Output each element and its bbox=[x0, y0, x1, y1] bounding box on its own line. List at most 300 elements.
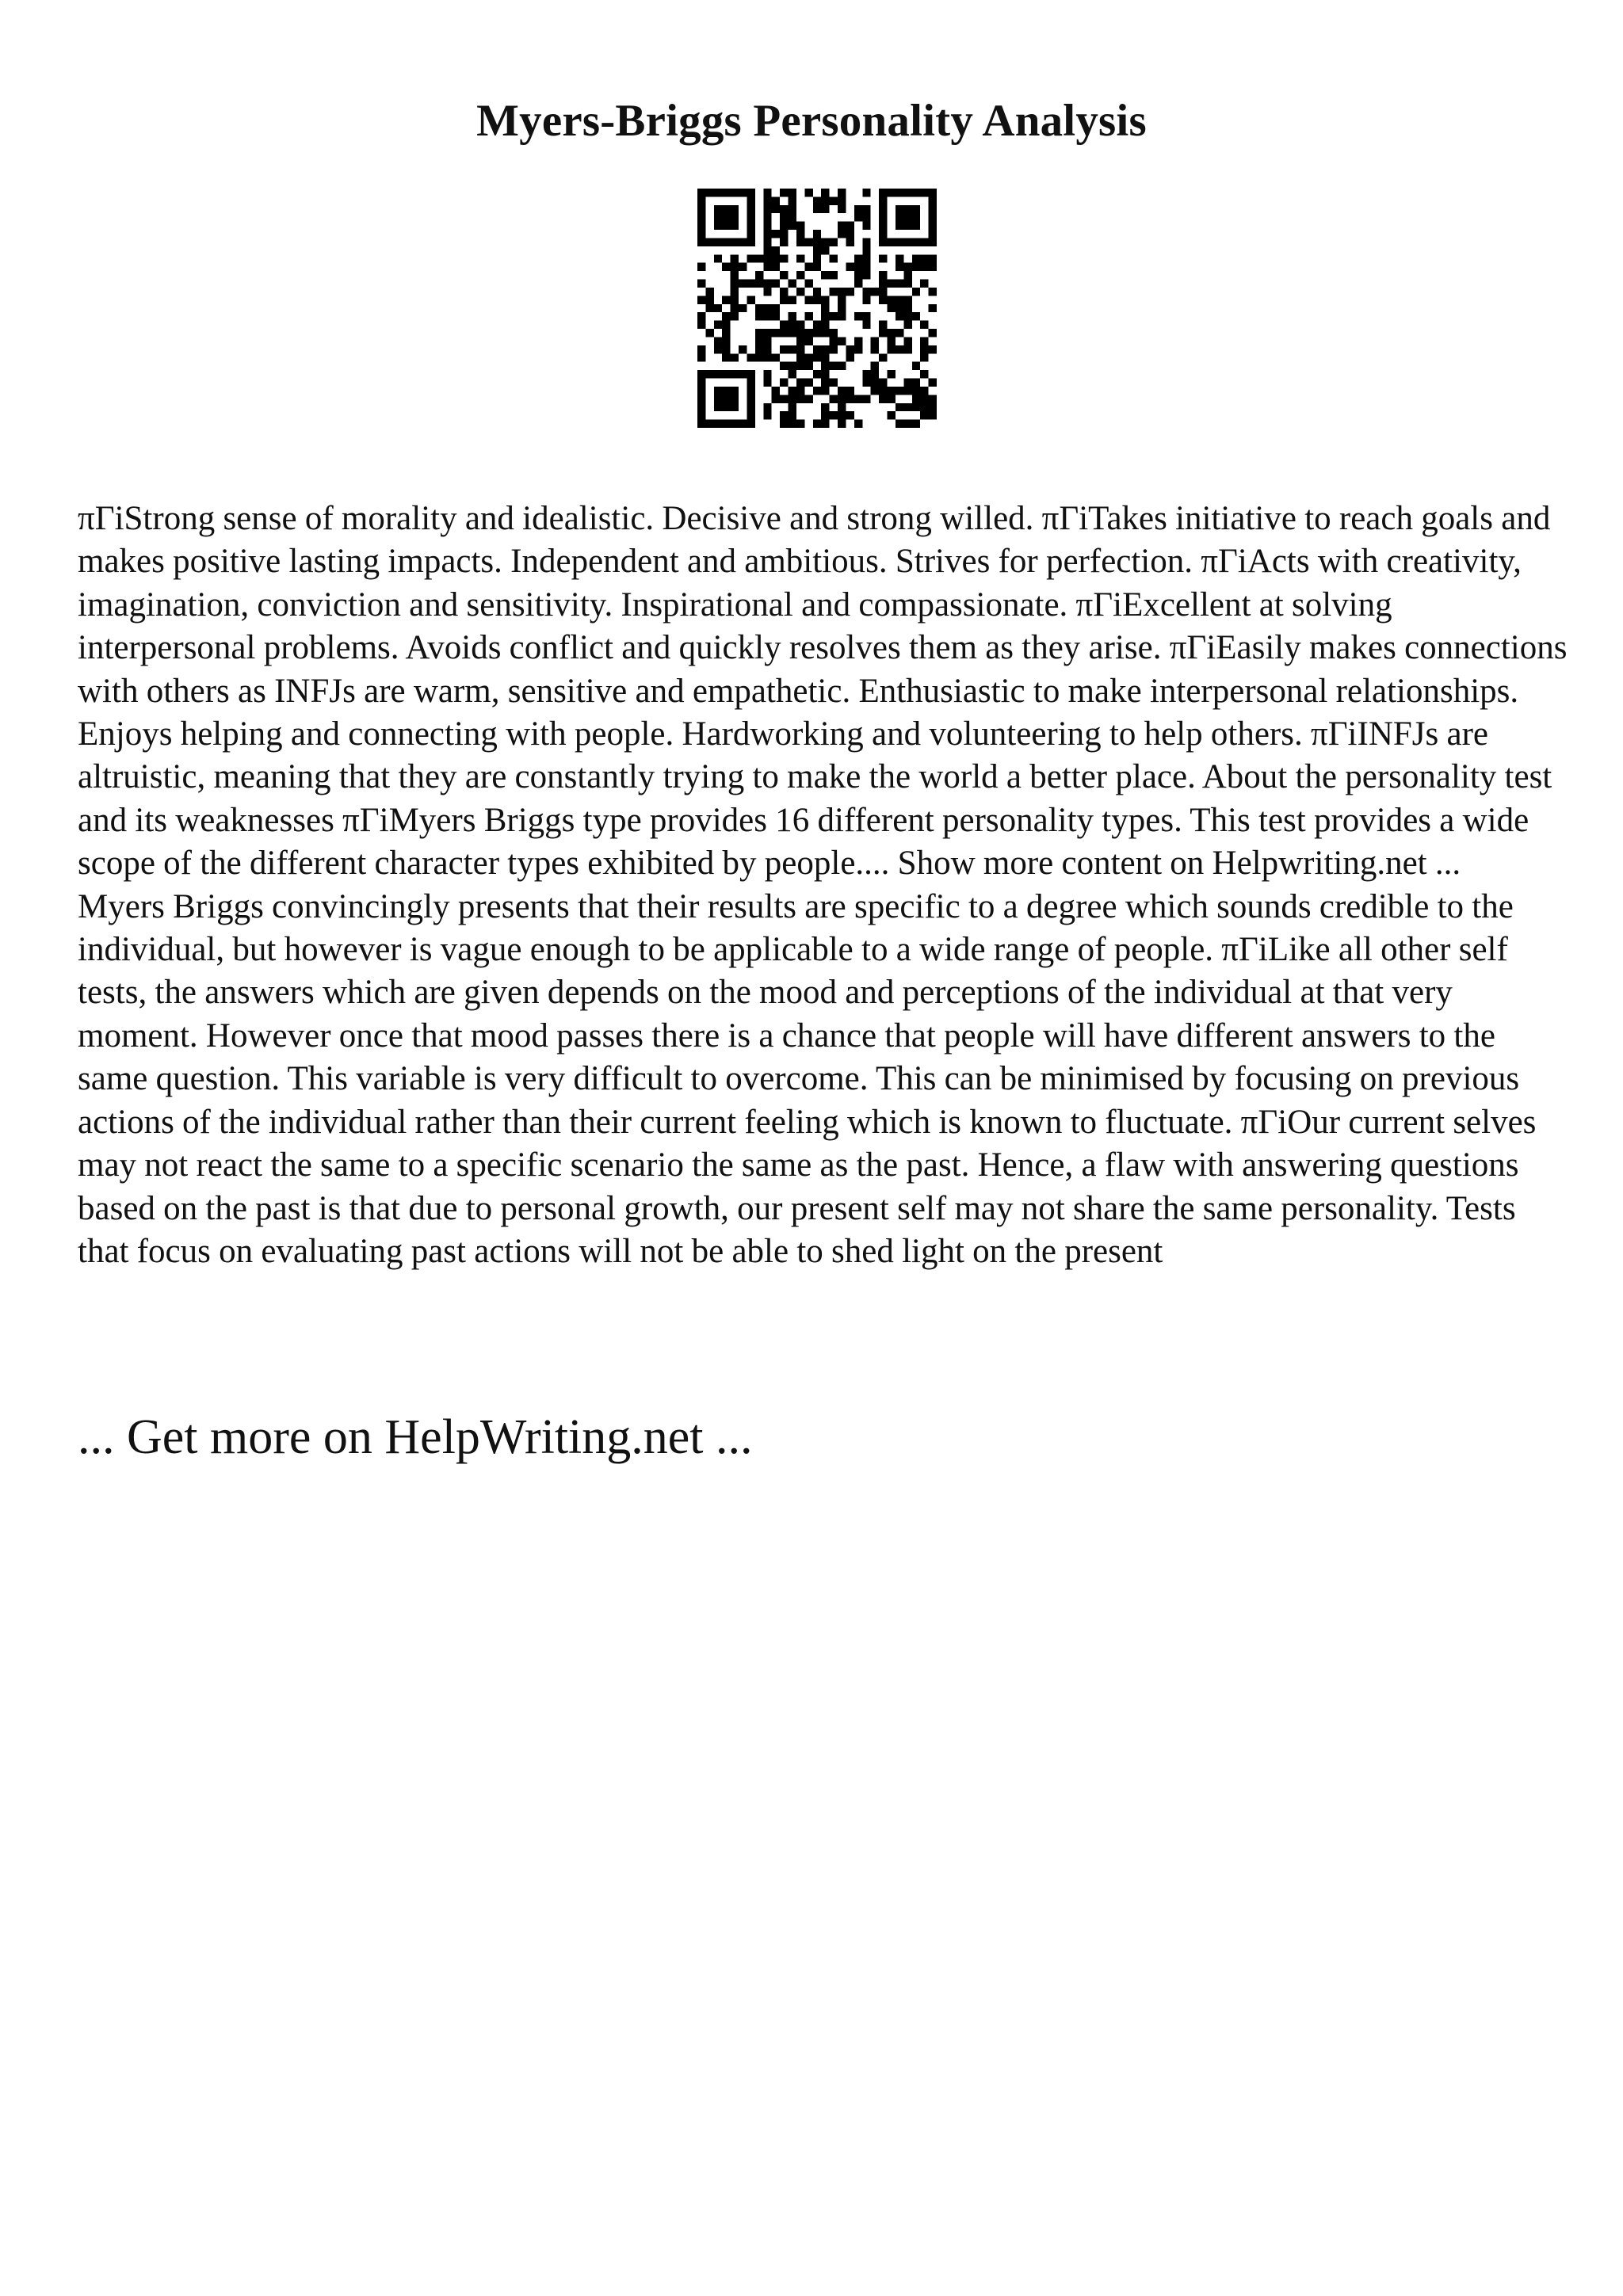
qr-module bbox=[903, 403, 911, 411]
qr-module bbox=[854, 345, 862, 353]
qr-module bbox=[912, 213, 920, 221]
qr-module bbox=[830, 288, 838, 296]
qr-module bbox=[722, 263, 730, 271]
qr-module bbox=[920, 411, 928, 419]
qr-module bbox=[821, 379, 829, 387]
qr-module bbox=[731, 370, 739, 378]
qr-module bbox=[739, 304, 747, 312]
qr-module bbox=[763, 312, 771, 320]
qr-module bbox=[871, 345, 879, 353]
qr-module bbox=[780, 420, 788, 428]
qr-module bbox=[929, 403, 937, 411]
qr-module bbox=[731, 254, 739, 262]
qr-module bbox=[903, 337, 911, 345]
qr-module bbox=[747, 353, 754, 361]
qr-module bbox=[821, 420, 829, 428]
qr-module bbox=[714, 321, 722, 329]
qr-module bbox=[714, 304, 722, 312]
qr-module bbox=[888, 280, 896, 288]
qr-module bbox=[772, 230, 780, 238]
qr-module bbox=[929, 196, 937, 204]
qr-module bbox=[912, 379, 920, 387]
qr-module bbox=[879, 230, 887, 238]
qr-module bbox=[789, 403, 796, 411]
qr-module bbox=[796, 379, 804, 387]
qr-module bbox=[722, 395, 730, 402]
qr-module bbox=[697, 189, 705, 196]
qr-module bbox=[813, 329, 821, 337]
qr-module bbox=[739, 370, 747, 378]
qr-module bbox=[714, 205, 722, 213]
qr-module bbox=[903, 304, 911, 312]
qr-module bbox=[804, 238, 812, 246]
qr-module bbox=[796, 387, 804, 395]
qr-module bbox=[813, 296, 821, 303]
qr-module bbox=[821, 296, 829, 303]
qr-module bbox=[830, 411, 838, 419]
qr-module bbox=[763, 403, 771, 411]
qr-module bbox=[846, 222, 854, 230]
qr-module bbox=[714, 395, 722, 402]
qr-module bbox=[879, 296, 887, 303]
qr-module bbox=[830, 271, 838, 279]
qr-module bbox=[879, 271, 887, 279]
qr-module bbox=[862, 395, 870, 402]
qr-module bbox=[763, 230, 771, 238]
qr-module bbox=[804, 189, 812, 196]
qr-module bbox=[888, 189, 896, 196]
qr-module bbox=[830, 238, 838, 246]
qr-module bbox=[755, 345, 763, 353]
qr-module bbox=[896, 296, 903, 303]
qr-module bbox=[879, 196, 887, 204]
qr-module bbox=[772, 205, 780, 213]
qr-module bbox=[813, 246, 821, 254]
qr-module bbox=[697, 345, 705, 353]
qr-module bbox=[714, 189, 722, 196]
qr-module bbox=[912, 189, 920, 196]
qr-module bbox=[739, 345, 747, 353]
qr-module bbox=[838, 411, 846, 419]
qr-module bbox=[813, 230, 821, 238]
qr-module bbox=[838, 403, 846, 411]
qr-module bbox=[739, 238, 747, 246]
qr-module bbox=[804, 337, 812, 345]
qr-module bbox=[780, 411, 788, 419]
qr-module bbox=[714, 254, 722, 262]
qr-module bbox=[789, 196, 796, 204]
qr-module bbox=[854, 271, 862, 279]
qr-module bbox=[763, 222, 771, 230]
qr-module bbox=[796, 222, 804, 230]
qr-module bbox=[862, 288, 870, 296]
qr-module bbox=[846, 411, 854, 419]
qr-module bbox=[789, 296, 796, 303]
qr-module bbox=[755, 329, 763, 337]
qr-module bbox=[763, 345, 771, 353]
qr-module bbox=[772, 329, 780, 337]
qr-module bbox=[879, 254, 887, 262]
qr-module bbox=[879, 395, 887, 402]
qr-module bbox=[862, 379, 870, 387]
qr-module bbox=[780, 395, 788, 402]
qr-module bbox=[813, 288, 821, 296]
qr-module bbox=[772, 312, 780, 320]
qr-module bbox=[830, 362, 838, 370]
qr-module bbox=[804, 263, 812, 271]
qr-module bbox=[714, 403, 722, 411]
qr-module bbox=[780, 271, 788, 279]
qr-module bbox=[929, 304, 937, 312]
qr-module bbox=[838, 304, 846, 312]
qr-module bbox=[722, 213, 730, 221]
qr-module bbox=[929, 329, 937, 337]
qr-module bbox=[903, 345, 911, 353]
qr-module bbox=[846, 353, 854, 361]
qr-module bbox=[838, 296, 846, 303]
qr-module bbox=[731, 263, 739, 271]
qr-module bbox=[789, 189, 796, 196]
qr-module bbox=[903, 312, 911, 320]
qr-module bbox=[838, 222, 846, 230]
qr-module bbox=[896, 304, 903, 312]
qr-module bbox=[912, 312, 920, 320]
qr-module bbox=[755, 254, 763, 262]
qr-module bbox=[896, 387, 903, 395]
qr-module bbox=[813, 420, 821, 428]
qr-module bbox=[714, 345, 722, 353]
qr-module bbox=[871, 379, 879, 387]
qr-module bbox=[755, 312, 763, 320]
qr-module bbox=[772, 304, 780, 312]
qr-module bbox=[722, 387, 730, 395]
qr-module bbox=[879, 222, 887, 230]
qr-module bbox=[929, 205, 937, 213]
qr-module bbox=[705, 189, 713, 196]
qr-module bbox=[862, 254, 870, 262]
qr-module bbox=[920, 189, 928, 196]
qr-module bbox=[731, 296, 739, 303]
qr-module bbox=[830, 254, 838, 262]
qr-module bbox=[722, 321, 730, 329]
qr-module bbox=[722, 189, 730, 196]
qr-module bbox=[755, 353, 763, 361]
qr-module bbox=[796, 288, 804, 296]
qr-module bbox=[821, 362, 829, 370]
qr-module bbox=[772, 280, 780, 288]
qr-module bbox=[705, 288, 713, 296]
qr-module bbox=[747, 420, 754, 428]
qr-module bbox=[796, 329, 804, 337]
qr-module bbox=[780, 296, 788, 303]
qr-module bbox=[780, 362, 788, 370]
qr-module bbox=[903, 213, 911, 221]
qr-module bbox=[789, 222, 796, 230]
qr-module bbox=[912, 222, 920, 230]
qr-module bbox=[780, 238, 788, 246]
qr-module bbox=[763, 379, 771, 387]
qr-module bbox=[896, 238, 903, 246]
qr-module bbox=[854, 337, 862, 345]
qr-module bbox=[780, 329, 788, 337]
qr-module bbox=[804, 395, 812, 402]
qr-module bbox=[929, 411, 937, 419]
qr-module bbox=[912, 362, 920, 370]
qr-module bbox=[705, 238, 713, 246]
qr-module bbox=[821, 321, 829, 329]
qr-module bbox=[731, 420, 739, 428]
qr-module bbox=[747, 395, 754, 402]
qr-module bbox=[920, 403, 928, 411]
qr-module bbox=[830, 312, 838, 320]
qr-module bbox=[763, 205, 771, 213]
qr-module bbox=[830, 395, 838, 402]
qr-module bbox=[896, 222, 903, 230]
qr-module bbox=[772, 254, 780, 262]
qr-module bbox=[697, 379, 705, 387]
qr-module bbox=[821, 312, 829, 320]
qr-module bbox=[838, 205, 846, 213]
qr-module bbox=[731, 403, 739, 411]
qr-module bbox=[920, 254, 928, 262]
qr-module bbox=[830, 337, 838, 345]
qr-module bbox=[821, 304, 829, 312]
qr-module bbox=[789, 329, 796, 337]
qr-module bbox=[705, 304, 713, 312]
qr-module bbox=[747, 387, 754, 395]
qr-module bbox=[862, 238, 870, 246]
qr-module bbox=[888, 329, 896, 337]
qr-module bbox=[747, 370, 754, 378]
qr-module bbox=[920, 353, 928, 361]
qr-module bbox=[804, 329, 812, 337]
qr-module bbox=[896, 345, 903, 353]
qr-module bbox=[896, 329, 903, 337]
qr-module bbox=[830, 196, 838, 204]
qr-module bbox=[903, 420, 911, 428]
qr-module bbox=[789, 280, 796, 288]
qr-module bbox=[697, 280, 705, 288]
qr-module bbox=[920, 345, 928, 353]
qr-module bbox=[722, 337, 730, 345]
qr-module bbox=[862, 321, 870, 329]
qr-module bbox=[772, 395, 780, 402]
qr-module bbox=[747, 280, 754, 288]
qr-module bbox=[929, 263, 937, 271]
qr-module bbox=[838, 362, 846, 370]
qr-module bbox=[780, 205, 788, 213]
qr-module bbox=[747, 411, 754, 419]
qr-module bbox=[903, 321, 911, 329]
qr-module bbox=[714, 213, 722, 221]
qr-module bbox=[862, 312, 870, 320]
qr-module bbox=[772, 353, 780, 361]
qr-module bbox=[929, 213, 937, 221]
qr-module bbox=[813, 345, 821, 353]
qr-module bbox=[763, 370, 771, 378]
qr-module bbox=[879, 288, 887, 296]
qr-module bbox=[780, 222, 788, 230]
qr-module bbox=[903, 271, 911, 279]
qr-module bbox=[796, 345, 804, 353]
qr-module bbox=[697, 263, 705, 271]
qr-module bbox=[697, 196, 705, 204]
qr-module bbox=[821, 189, 829, 196]
qr-module bbox=[789, 420, 796, 428]
qr-module bbox=[862, 246, 870, 254]
qr-module bbox=[755, 337, 763, 345]
qr-module bbox=[888, 238, 896, 246]
qr-module bbox=[697, 238, 705, 246]
qr-module bbox=[796, 420, 804, 428]
qr-module bbox=[912, 420, 920, 428]
qr-module bbox=[879, 321, 887, 329]
qr-module bbox=[888, 370, 896, 378]
qr-module bbox=[862, 296, 870, 303]
qr-module bbox=[912, 403, 920, 411]
qr-module bbox=[780, 213, 788, 221]
qr-module bbox=[896, 263, 903, 271]
qr-module bbox=[846, 238, 854, 246]
qr-module bbox=[705, 329, 713, 337]
qr-module bbox=[929, 238, 937, 246]
qr-module bbox=[838, 420, 846, 428]
qr-module bbox=[739, 263, 747, 271]
page-title: Myers-Briggs Personality Analysis bbox=[476, 96, 1147, 146]
qr-module bbox=[763, 238, 771, 246]
article-paragraph-2: Myers Briggs convincingly presents that their results are specific to a degree which sounds credible to the individual, but however is vague enough to be applicable to a wide range of people. πΓiLike all other self tests, the answers which are given depends on the mood and perceptions of the individual at that very moment. However once that mood passes there is a chance that people will have different answers to the same question. This variable is very difficult to overcome. This can be minimised by focusing on previous actions of the individual rather than their current feeling which is known to fluctuate. πΓiOur current selves may not react the same to a specific scenario the same as the past. Hence, a flaw with answering questions based on the past is that due to personal growth, our present self may not share the same personality. Tests that focus on evaluating past actions will not be able to shed light on the present bbox=[78, 887, 1537, 1270]
qr-module bbox=[763, 254, 771, 262]
qr-module bbox=[763, 189, 771, 196]
qr-module bbox=[780, 230, 788, 238]
qr-module bbox=[912, 387, 920, 395]
qr-module bbox=[862, 370, 870, 378]
qr-module bbox=[896, 312, 903, 320]
qr-module bbox=[722, 370, 730, 378]
qr-module bbox=[780, 321, 788, 329]
qr-module bbox=[697, 296, 705, 303]
qr-module bbox=[929, 288, 937, 296]
qr-module bbox=[796, 238, 804, 246]
qr-module bbox=[747, 205, 754, 213]
qr-module bbox=[929, 254, 937, 262]
qr-module bbox=[747, 213, 754, 221]
qr-module bbox=[854, 395, 862, 402]
qr-module bbox=[896, 189, 903, 196]
qr-module bbox=[722, 353, 730, 361]
qr-module bbox=[731, 271, 739, 279]
qr-module bbox=[854, 420, 862, 428]
qr-module bbox=[838, 395, 846, 402]
qr-module bbox=[789, 370, 796, 378]
qr-module bbox=[780, 379, 788, 387]
qr-module bbox=[879, 387, 887, 395]
qr-module bbox=[912, 288, 920, 296]
qr-module bbox=[838, 196, 846, 204]
qr-module bbox=[697, 321, 705, 329]
qr-module bbox=[755, 280, 763, 288]
qr-module bbox=[821, 387, 829, 395]
qr-module bbox=[862, 213, 870, 221]
qr-module bbox=[896, 403, 903, 411]
qr-module bbox=[813, 205, 821, 213]
qr-module bbox=[871, 288, 879, 296]
qr-module bbox=[804, 362, 812, 370]
qr-module bbox=[854, 312, 862, 320]
qr-module bbox=[697, 403, 705, 411]
qr-module bbox=[731, 222, 739, 230]
qr-module bbox=[879, 189, 887, 196]
qr-module bbox=[705, 420, 713, 428]
qr-module bbox=[747, 254, 754, 262]
qr-module bbox=[879, 205, 887, 213]
qr-module bbox=[903, 263, 911, 271]
qr-module bbox=[747, 222, 754, 230]
qr-module bbox=[862, 205, 870, 213]
qr-module bbox=[747, 230, 754, 238]
qr-module bbox=[705, 296, 713, 303]
qr-module bbox=[830, 345, 838, 353]
qr-module bbox=[821, 403, 829, 411]
qr-module bbox=[821, 196, 829, 204]
qr-module bbox=[763, 329, 771, 337]
qr-module bbox=[920, 337, 928, 345]
qr-module bbox=[731, 304, 739, 312]
qr-module bbox=[879, 329, 887, 337]
qr-module bbox=[920, 387, 928, 395]
qr-code-icon bbox=[697, 189, 937, 428]
qr-module bbox=[722, 296, 730, 303]
qr-module bbox=[796, 362, 804, 370]
qr-module bbox=[871, 362, 879, 370]
qr-module bbox=[697, 395, 705, 402]
qr-module bbox=[739, 420, 747, 428]
qr-module bbox=[772, 387, 780, 395]
qr-module bbox=[796, 254, 804, 262]
qr-module bbox=[821, 353, 829, 361]
qr-module bbox=[722, 345, 730, 353]
qr-module bbox=[804, 280, 812, 288]
qr-module bbox=[888, 296, 896, 303]
qr-module bbox=[747, 403, 754, 411]
qr-module bbox=[780, 254, 788, 262]
qr-module bbox=[920, 238, 928, 246]
qr-module bbox=[697, 230, 705, 238]
qr-module bbox=[780, 189, 788, 196]
qr-module bbox=[763, 337, 771, 345]
qr-module bbox=[888, 387, 896, 395]
qr-module bbox=[854, 280, 862, 288]
qr-module bbox=[903, 222, 911, 230]
qr-module bbox=[796, 353, 804, 361]
qr-module bbox=[714, 387, 722, 395]
qr-module bbox=[796, 395, 804, 402]
qr-module bbox=[763, 263, 771, 271]
qr-module bbox=[813, 387, 821, 395]
qr-module bbox=[772, 263, 780, 271]
article-body bbox=[78, 498, 1568, 1273]
qr-module bbox=[747, 189, 754, 196]
qr-module bbox=[862, 189, 870, 196]
qr-module bbox=[780, 288, 788, 296]
qr-module bbox=[796, 337, 804, 345]
get-more-link[interactable]: ... Get more on HelpWriting.net ... bbox=[78, 1410, 753, 1464]
qr-module bbox=[755, 271, 763, 279]
qr-module bbox=[821, 345, 829, 353]
qr-module bbox=[763, 288, 771, 296]
qr-module bbox=[854, 254, 862, 262]
qr-module bbox=[763, 353, 771, 361]
